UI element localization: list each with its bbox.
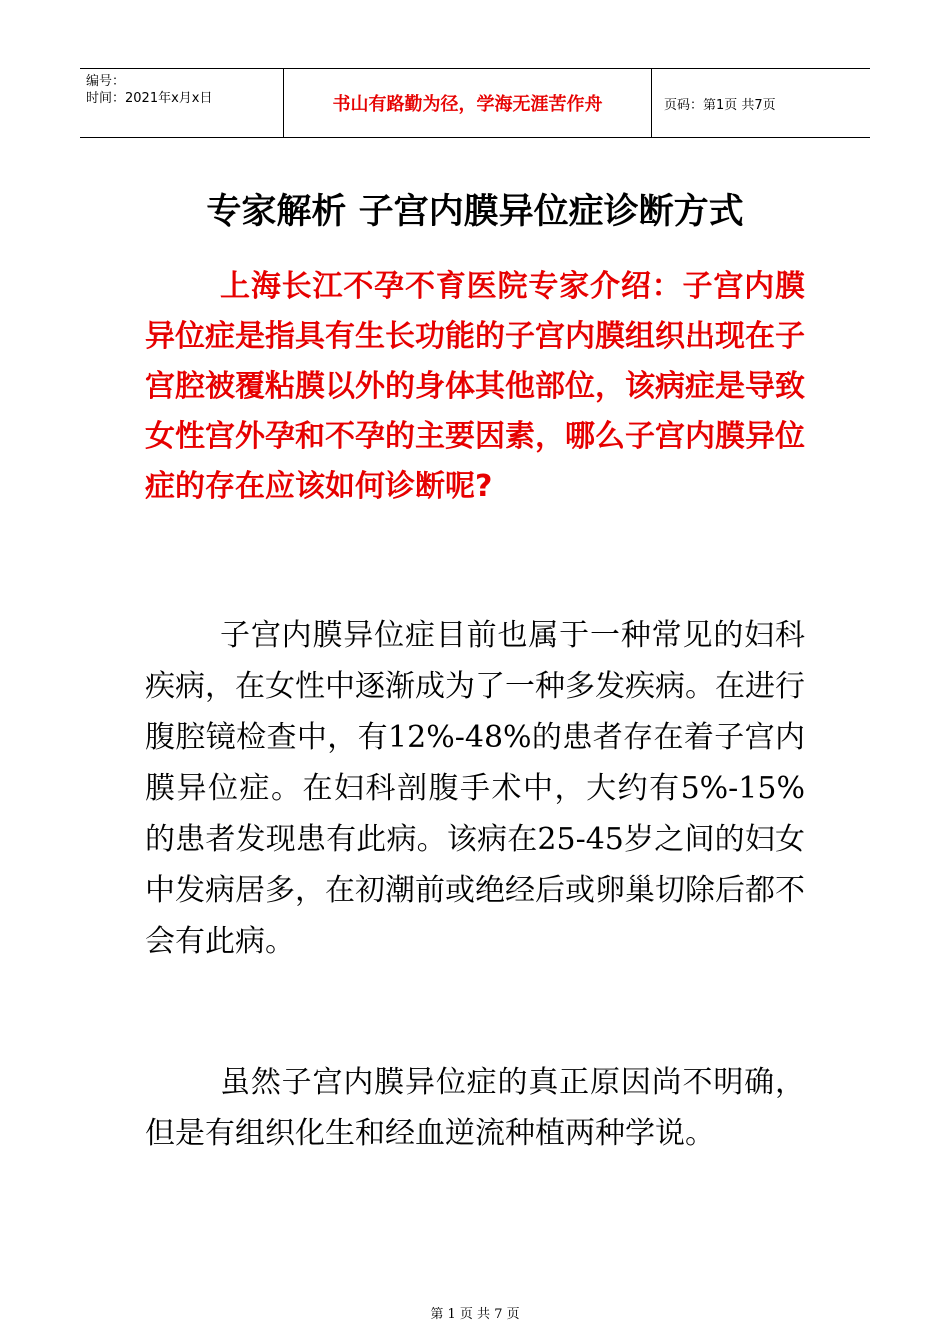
body-paragraph-1: 子宫内膜异位症目前也属于一种常见的妇科疾病，在女性中逐渐成为了一种多发疾病。在进行腹腔镜检查中，有12%-48%的患者存在着子宫内膜异位症。在妇科剖腹手术中，大约有5%-15%的患者发现患有此病。该病在25-45岁之间的妇女中发病居多，在初潮前或绝经后或卵巢切除后都不会有此病。 <box>145 618 805 959</box>
intro-paragraph: 上海长江不孕不育医院专家介绍：子宫内膜异位症是指具有生长功能的子宫内膜组织出现在子宫腔被覆粘膜以外的身体其他部位，该病症是导致女性宫外孕和不孕的主要因素，哪么子宫内膜异位症的存在应该如何诊断呢? <box>145 269 805 504</box>
header-motto: 书山有路勤为径，学海无涯苦作舟 <box>283 69 652 137</box>
document-title: 专家解析 子宫内膜异位症诊断方式 <box>206 191 744 232</box>
header-page-info: 页码：第1页 共7页 <box>664 97 776 113</box>
document-time-label: 时间：2021年x月x日 <box>86 91 213 106</box>
header-meta <box>80 69 283 137</box>
document-number-label: 编号： <box>86 74 126 89</box>
page-header <box>80 68 870 138</box>
body-paragraph-2: 虽然子宫内膜异位症的真正原因尚不明确，但是有组织化生和经血逆流种植两种学说。 <box>145 1065 805 1151</box>
page-footer: 第 1 页 共 7 页 <box>430 1307 520 1322</box>
